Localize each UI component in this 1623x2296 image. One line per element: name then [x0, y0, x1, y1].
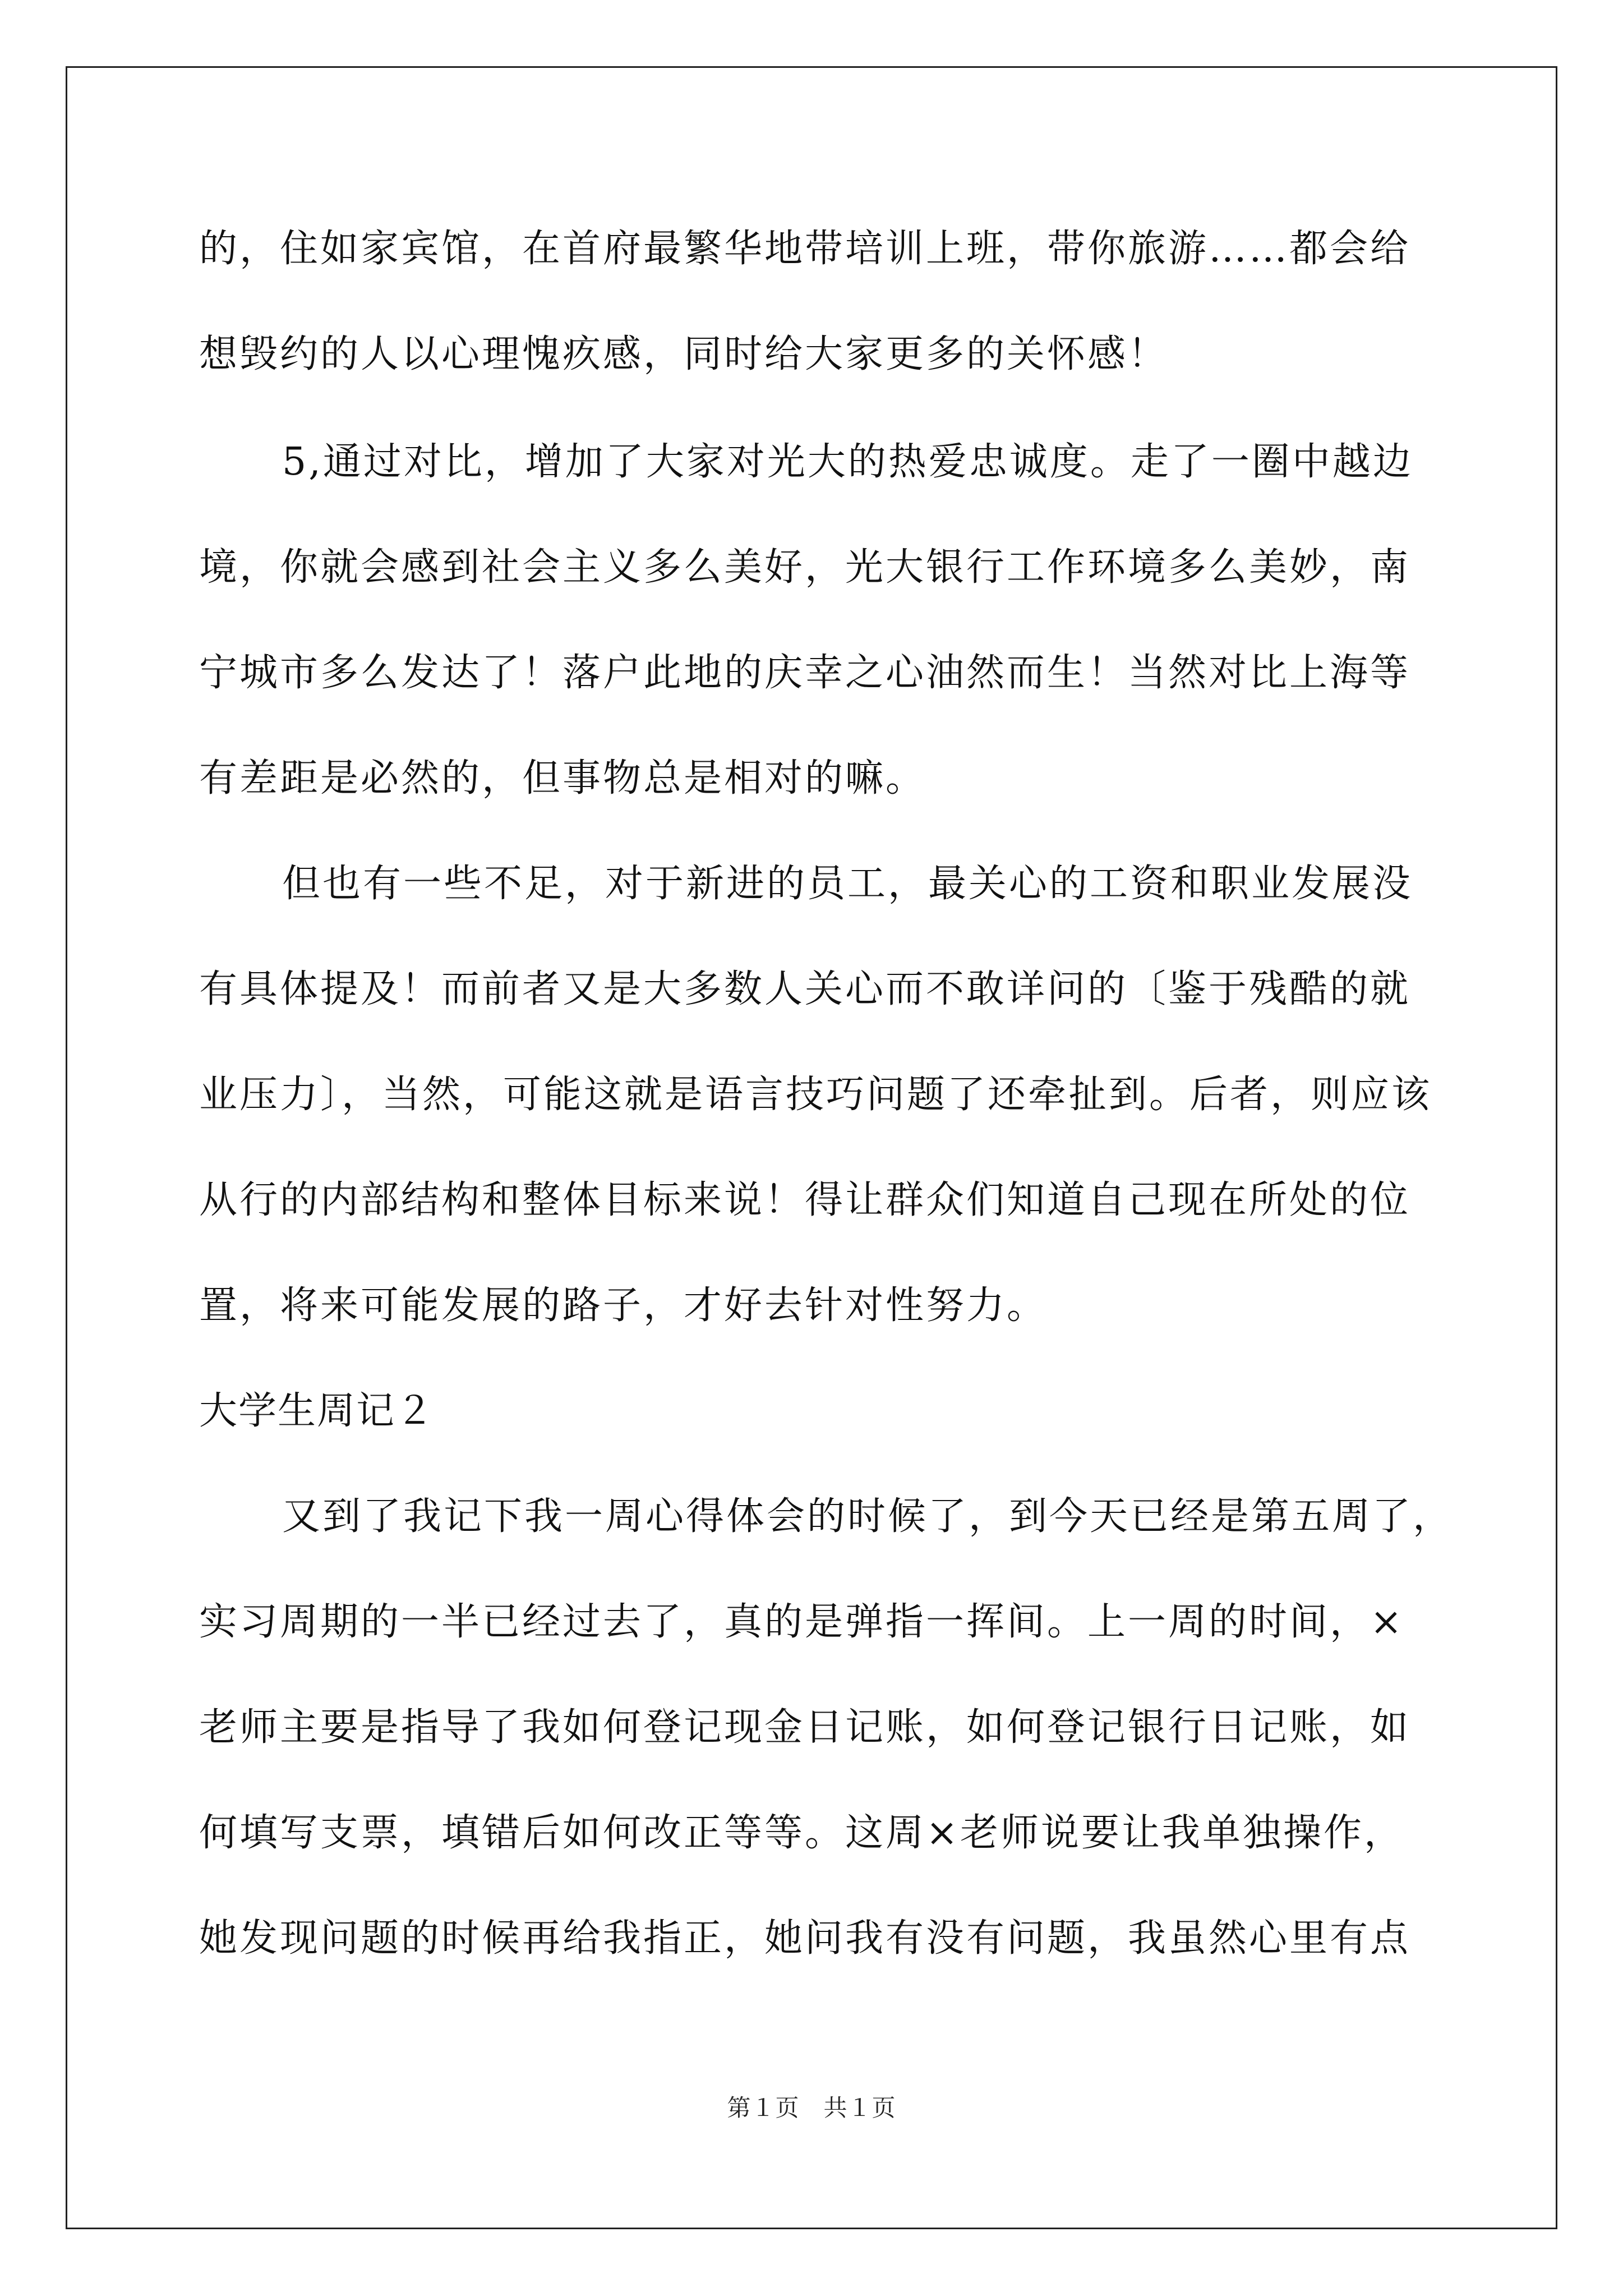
text-line: 置，将来可能发展的路子，才好去针对性努力。	[199, 1283, 1048, 1328]
paragraph-start-line: 5,通过对比，增加了大家对光大的热爱忠诚度。走了一圈中越边	[282, 440, 1413, 484]
text-line: 的，住如家宾馆，在首府最繁华地带培训上班，带你旅游……都会给	[199, 227, 1411, 271]
text-line: 实习周期的一半已经过去了，真的是弹指一挥间。上一周的时间，×	[199, 1600, 1404, 1644]
page-footer: 第１页 共１页	[727, 2094, 896, 2122]
text-line: 老师主要是指导了我如何登记现金日记账，如何登记银行日记账，如	[199, 1705, 1411, 1750]
text-line: 她发现问题的时候再给我指正，她问我有没有问题，我虽然心里有点	[199, 1916, 1411, 1961]
text-line: 有差距是必然的，但事物总是相对的嘛。	[199, 756, 926, 800]
paragraph-start-line: 又到了我记下我一周心得体会的时候了，到今天已经是第五周了，	[282, 1494, 1454, 1539]
section-heading: 大学生周记２	[199, 1389, 435, 1433]
text-line: 从行的内部结构和整体目标来说！得让群众们知道自己现在所处的位	[199, 1178, 1411, 1222]
text-line: 境，你就会感到社会主义多么美好，光大银行工作环境多么美妙，南	[199, 545, 1411, 590]
text-line: 业压力〕，当然，可能这就是语言技巧问题了还牵扯到。后者，则应该	[199, 1073, 1432, 1117]
page-border	[66, 66, 1557, 2229]
text-line: 何填写支票，填错后如何改正等等。这周×老师说要让我单独操作，	[199, 1811, 1404, 1855]
text-line: 宁城市多么发达了！落户此地的庆幸之心油然而生！当然对比上海等	[199, 651, 1411, 695]
text-line: 有具体提及！而前者又是大多数人关心而不敢详问的〔鉴于残酷的就	[199, 967, 1411, 1011]
paragraph-start-line: 但也有一些不足，对于新进的员工，最关心的工资和职业发展没	[282, 862, 1413, 906]
text-line: 想毁约的人以心理愧疚感，同时给大家更多的关怀感！	[199, 332, 1169, 376]
